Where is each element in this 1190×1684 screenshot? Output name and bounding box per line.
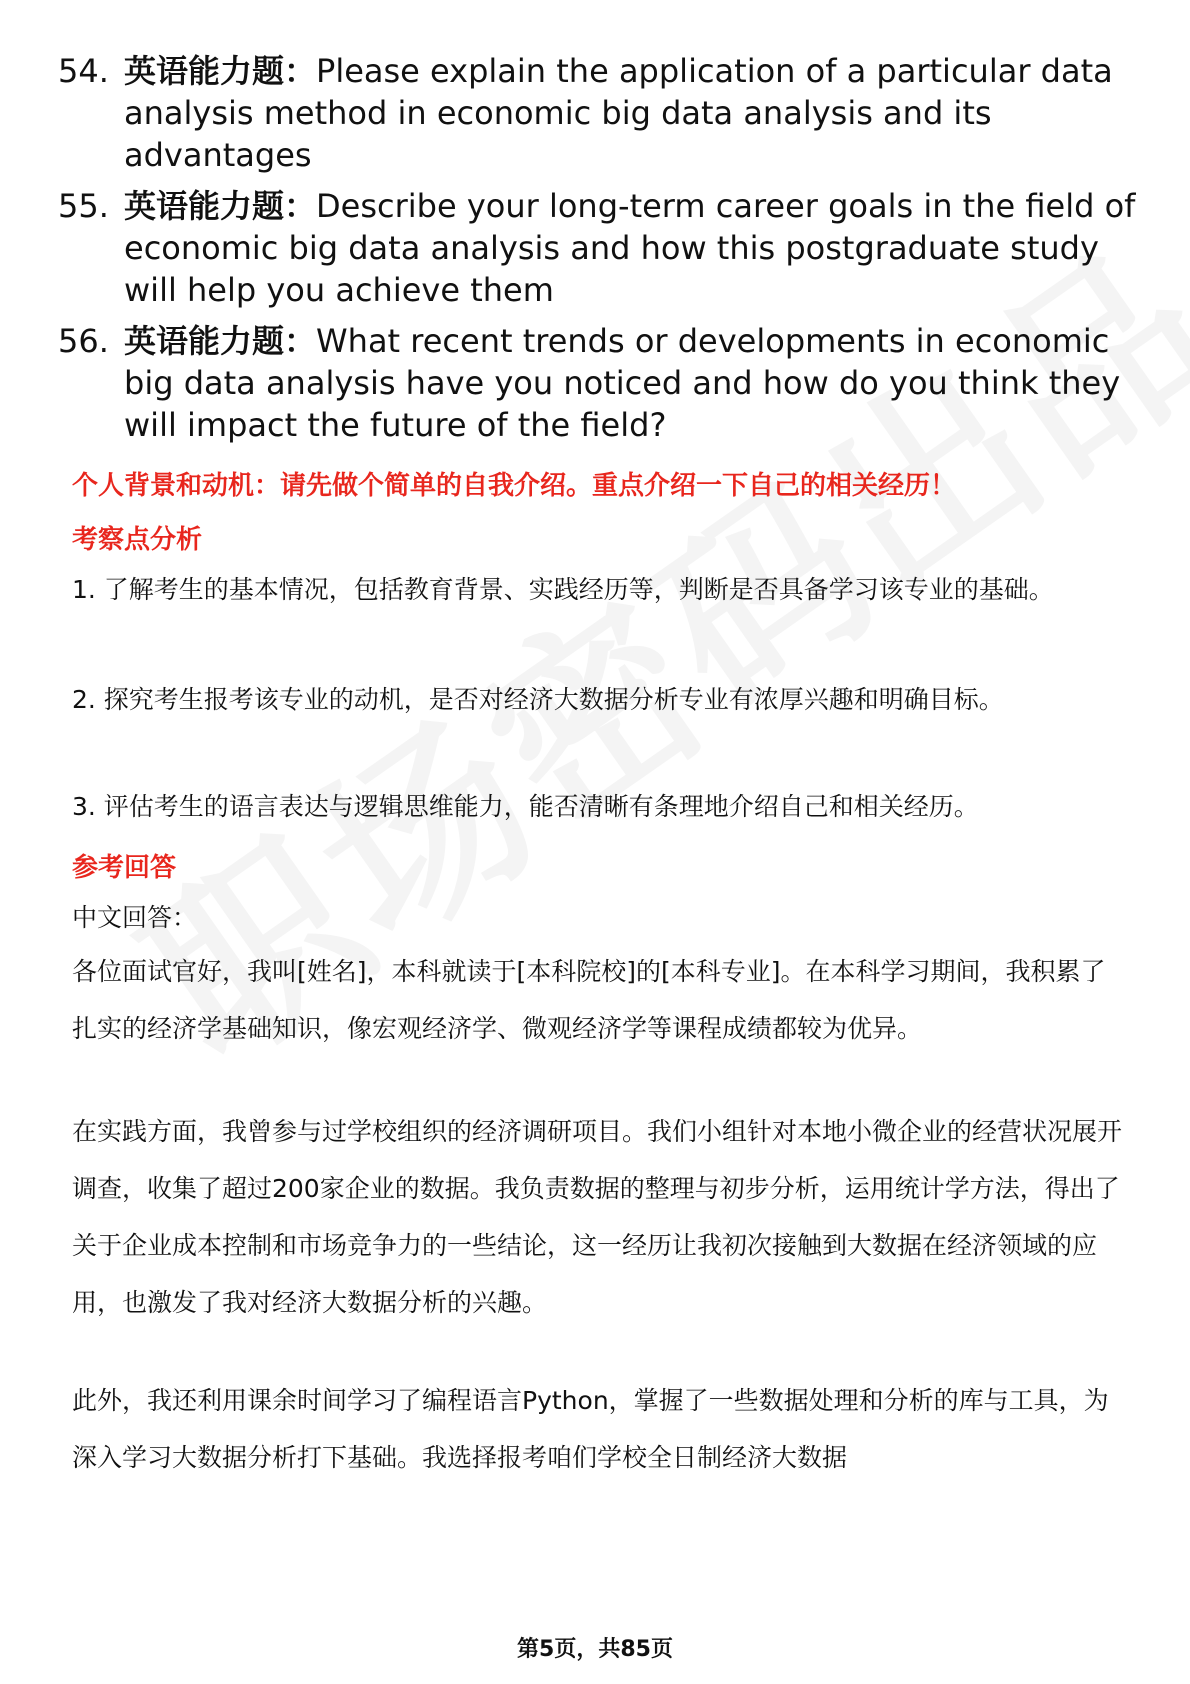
analysis-point-3: 3. 评估考生的语言表达与逻辑思维能力，能否清晰有条理地介绍自己和相关经历。: [72, 792, 979, 821]
analysis-point-2: 2. 探究考生报考该专业的动机，是否对经济大数据分析专业有浓厚兴趣和明确目标。: [72, 685, 1004, 714]
section-title: 个人背景和动机：请先做个简单的自我介绍。重点介绍一下自己的相关经历！: [72, 471, 957, 501]
question-number: 54.: [58, 52, 109, 90]
question-56: [58, 320, 1138, 446]
answer-label: 中文回答：: [72, 903, 198, 932]
answer-paragraph-2: 在实践方面，我曾参与过学校组织的经济调研项目。我们小组针对本地小微企业的经营状况展开调查，收集了超过200家企业的数据。我负责数据的整理与初步分析，运用统计学方法，得出了关于企业成本控制和市场竞争力的一些结论，这一经历让我初次接触到大数据在经济领域的应用，也激发了我对经济大数据分析的兴趣。: [72, 1117, 1123, 1317]
question-55: [58, 185, 1138, 311]
question-text: Describe your long-term career goals in the field of economic big data analysis and how this postgraduate study will help you achieve them: [124, 187, 1136, 309]
question-tag: 英语能力题：: [124, 52, 317, 90]
page-footer: 第5页，共85页: [517, 1637, 673, 1662]
answer-paragraph-3: 此外，我还利用课余时间学习了编程语言Python，掌握了一些数据处理和分析的库与工具，为深入学习大数据分析打下基础。我选择报考咱们学校全日制经济大数据: [72, 1386, 1109, 1472]
answer-paragraph-1: 各位面试官好，我叫[姓名]，本科就读于[本科院校]的[本科专业]。在本科学习期间，我积累了扎实的经济学基础知识，像宏观经济学、微观经济学等课程成绩都较为优异。: [72, 957, 1106, 1043]
question-54: [58, 50, 1138, 176]
analysis-point-1: 1. 了解考生的基本情况，包括教育背景、实践经历等，判断是否具备学习该专业的基础。: [72, 575, 1054, 604]
analysis-heading: 考察点分析: [72, 525, 203, 555]
question-number: 56.: [58, 322, 109, 360]
question-tag: 英语能力题：: [124, 187, 317, 225]
question-text: What recent trends or developments in economic big data analysis have you noticed and how do you think they will impact the future of the field?: [124, 322, 1121, 444]
question-tag: 英语能力题：: [124, 322, 317, 360]
question-number: 55.: [58, 187, 109, 225]
answer-heading: 参考回答: [72, 853, 177, 883]
question-text: Please explain the application of a particular data analysis method in economic big data analysis and its advantages: [124, 52, 1113, 174]
